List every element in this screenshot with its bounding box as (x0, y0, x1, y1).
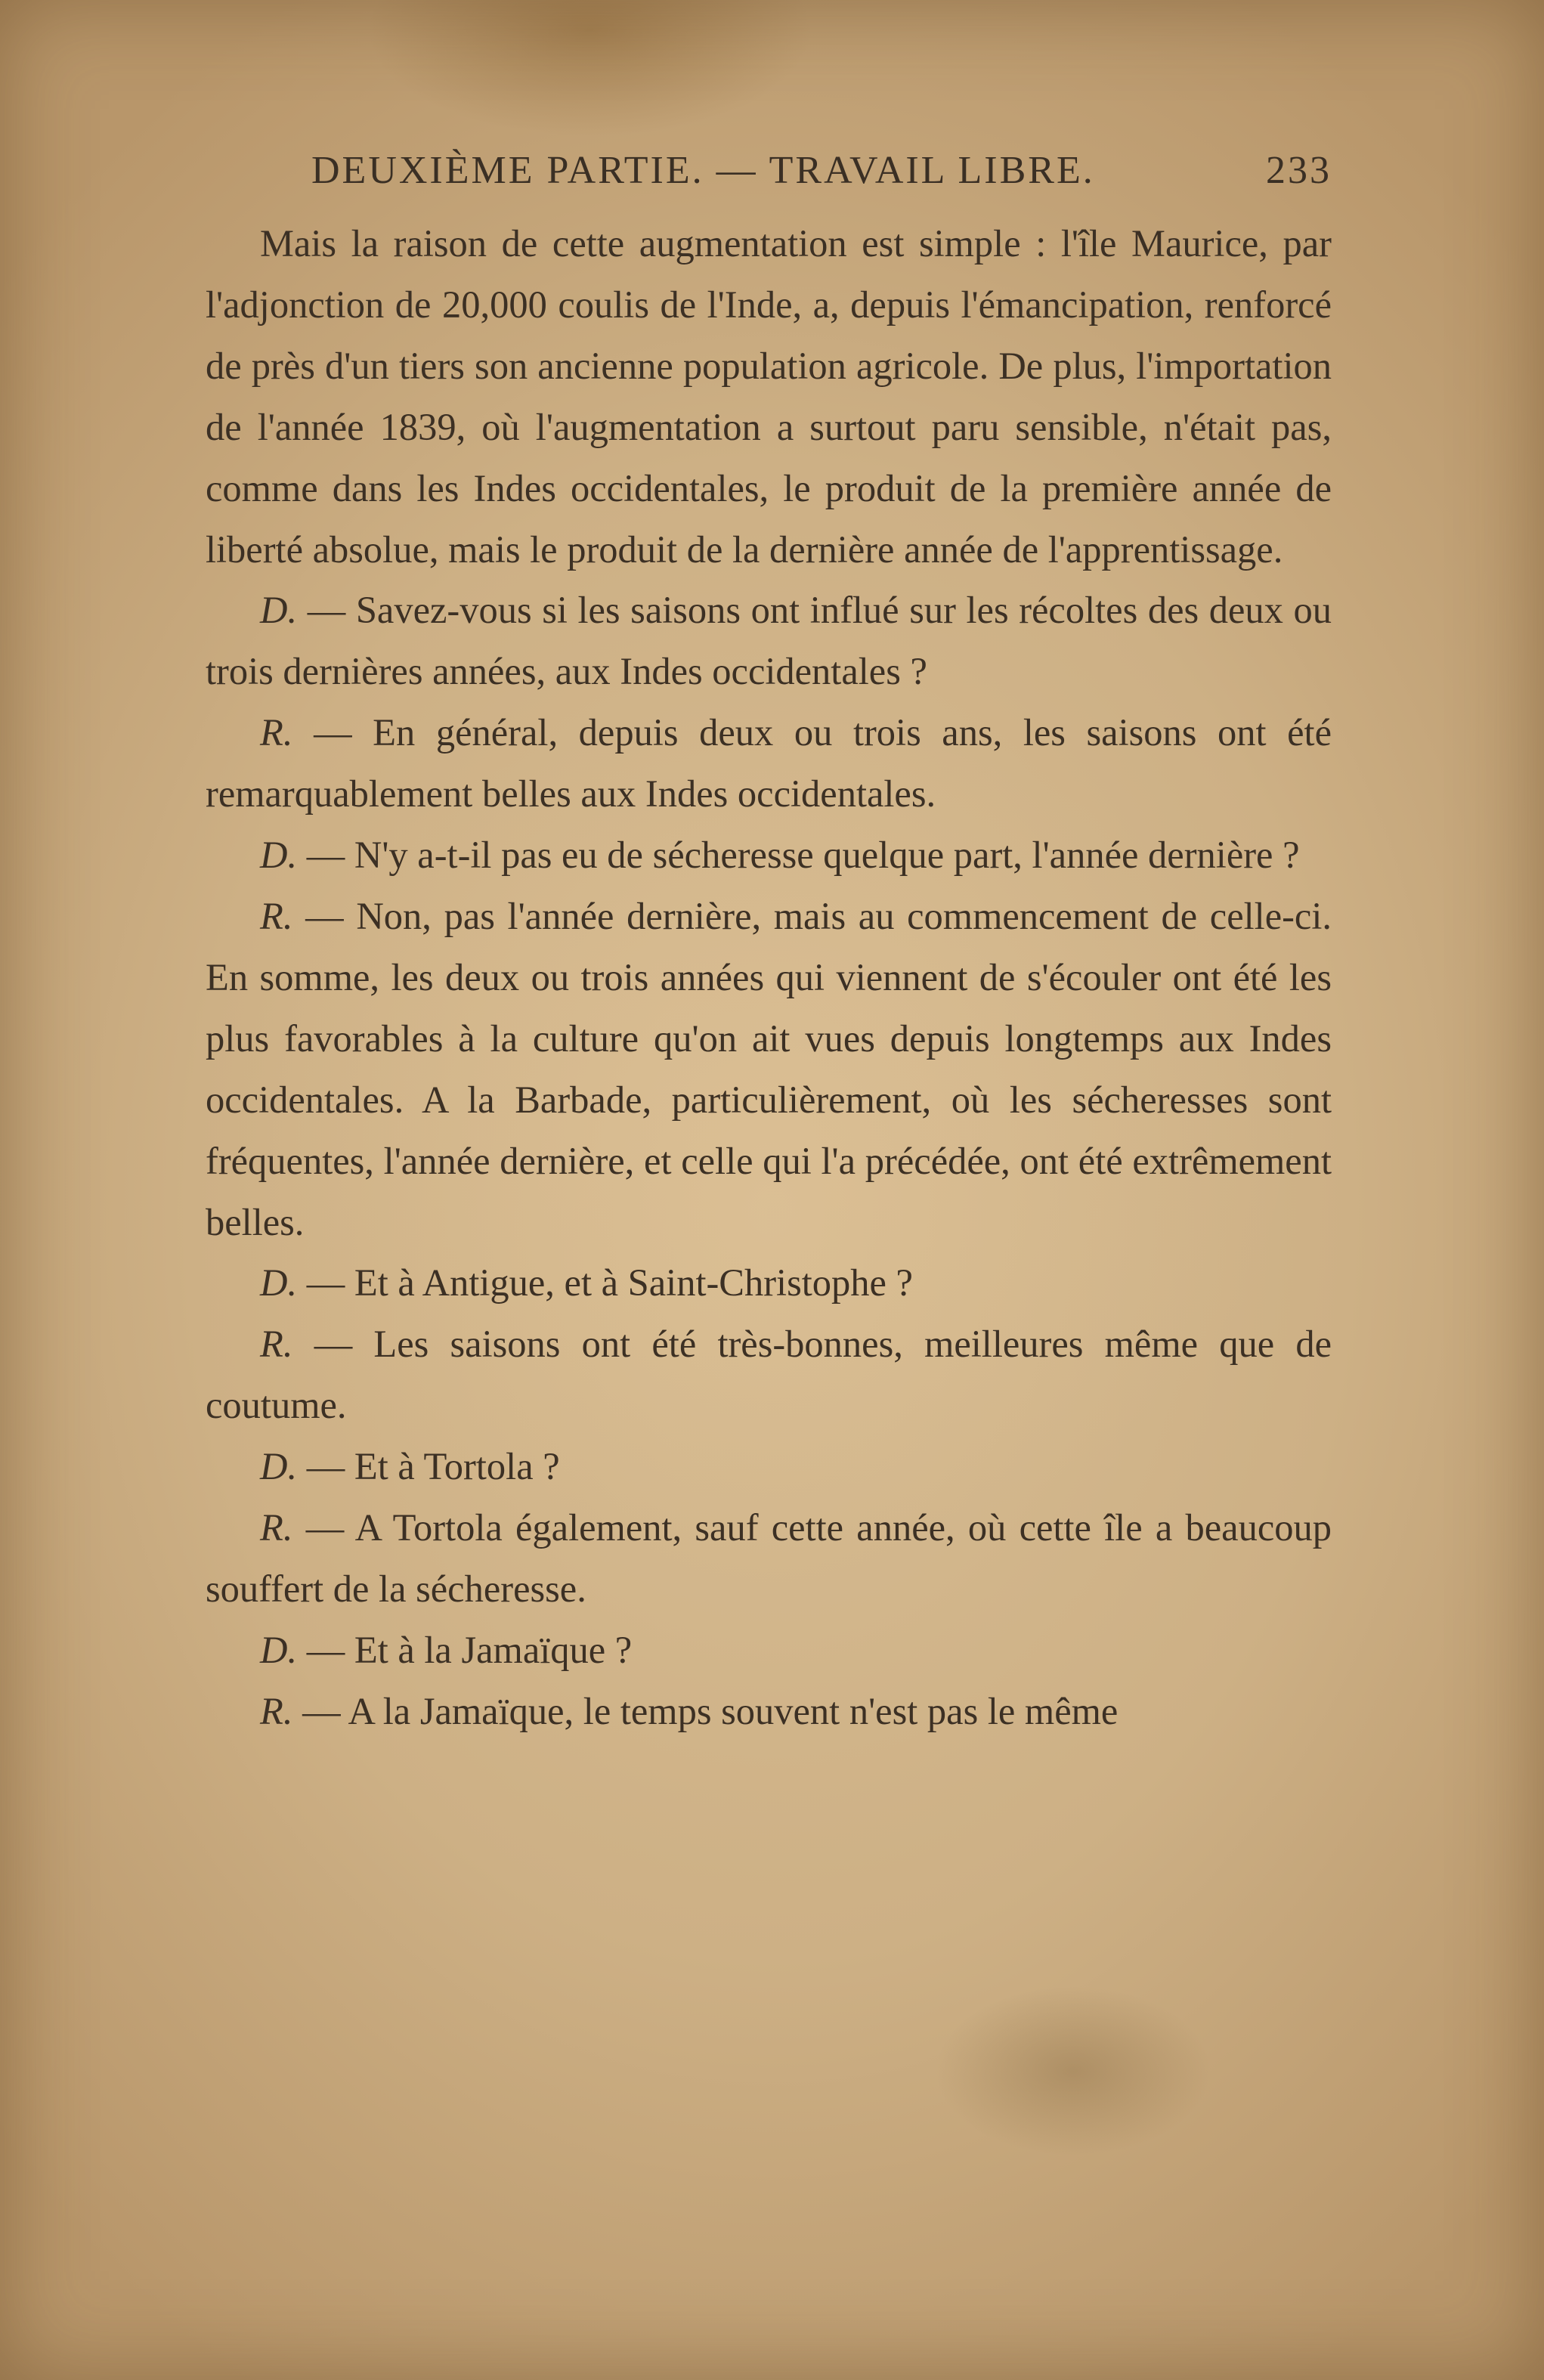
dialogue-text: — A la Jamaïque, le temps souvent n'est pas le même (302, 1689, 1119, 1732)
dialogue-answer (206, 702, 1332, 825)
speaker-label: R. (260, 711, 293, 754)
speaker-label: D. (260, 1445, 298, 1488)
speaker-label: D. (260, 834, 298, 877)
speaker-label: R. (260, 1689, 293, 1732)
speaker-label: D. (260, 1261, 298, 1305)
dialogue-text: — Et à Antigue, et à Saint-Christophe ? (306, 1261, 913, 1305)
running-header (311, 148, 1332, 201)
dialogue-text: — Non, pas l'année dernière, mais au commencement de celle-ci. En somme, les deux ou trois années qui viennent de s'écouler ont été les plus favorables à la culture qu'on ait vues depuis longtemps aux Indes occidentales. A la Barbade, particulièrement, où les sécheresses sont fréquentes, l'année dernière, et celle qui l'a précédée, ont été extrêmement belles. (206, 894, 1332, 1243)
dialogue-text: — Savez-vous si les saisons ont influé sur les récoltes des deux ou trois dernières années, aux Indes occidentales ? (206, 589, 1332, 693)
dialogue-text: — Et à Tortola ? (306, 1445, 560, 1488)
dialogue-question (206, 1436, 1332, 1497)
dialogue-question (206, 580, 1332, 702)
dialogue-question (206, 825, 1332, 886)
paragraph-text: Mais la raison de cette augmentation est simple : l'île Maurice, par l'adjonction de 20,000 coulis de l'Inde, a, depuis l'émancipation, renforcé de près d'un tiers son ancienne population agricole. De plus, l'importation de l'année 1839, où l'augmentation a surtout paru sensible, n'était pas, comme dans les Indes occidentales, le produit de la première année de liberté absolue, mais le produit de la dernière année de l'apprentissage. (206, 222, 1332, 571)
speaker-label: R. (260, 1323, 293, 1366)
dialogue-answer (206, 1681, 1332, 1742)
dialogue-question (206, 1252, 1332, 1314)
dialogue-text: — N'y a-t-il pas eu de sécheresse quelque part, l'année dernière ? (306, 834, 1300, 877)
body-text (206, 213, 1332, 1742)
dialogue-answer (206, 886, 1332, 1252)
paragraph (206, 213, 1332, 580)
dialogue-answer (206, 1314, 1332, 1436)
dialogue-text: — Les saisons ont été très-bonnes, meilleures même que de coutume. (206, 1323, 1332, 1427)
dialogue-text: — Et à la Jamaïque ? (306, 1628, 633, 1671)
dialogue-question (206, 1620, 1332, 1681)
running-title: DEUXIÈME PARTIE. — TRAVAIL LIBRE. (311, 149, 1095, 192)
speaker-label: R. (260, 1506, 293, 1549)
speaker-label: D. (260, 589, 298, 632)
dialogue-text: — En général, depuis deux ou trois ans, les saisons ont été remarquablement belles aux Indes occidentales. (206, 711, 1332, 816)
dialogue-text: — A Tortola également, sauf cette année, où cette île a beaucoup souffert de la sécheresse. (206, 1506, 1332, 1610)
dialogue-answer (206, 1497, 1332, 1620)
speaker-label: D. (260, 1628, 298, 1671)
speaker-label: R. (260, 894, 293, 937)
page-number: 233 (1266, 149, 1332, 192)
